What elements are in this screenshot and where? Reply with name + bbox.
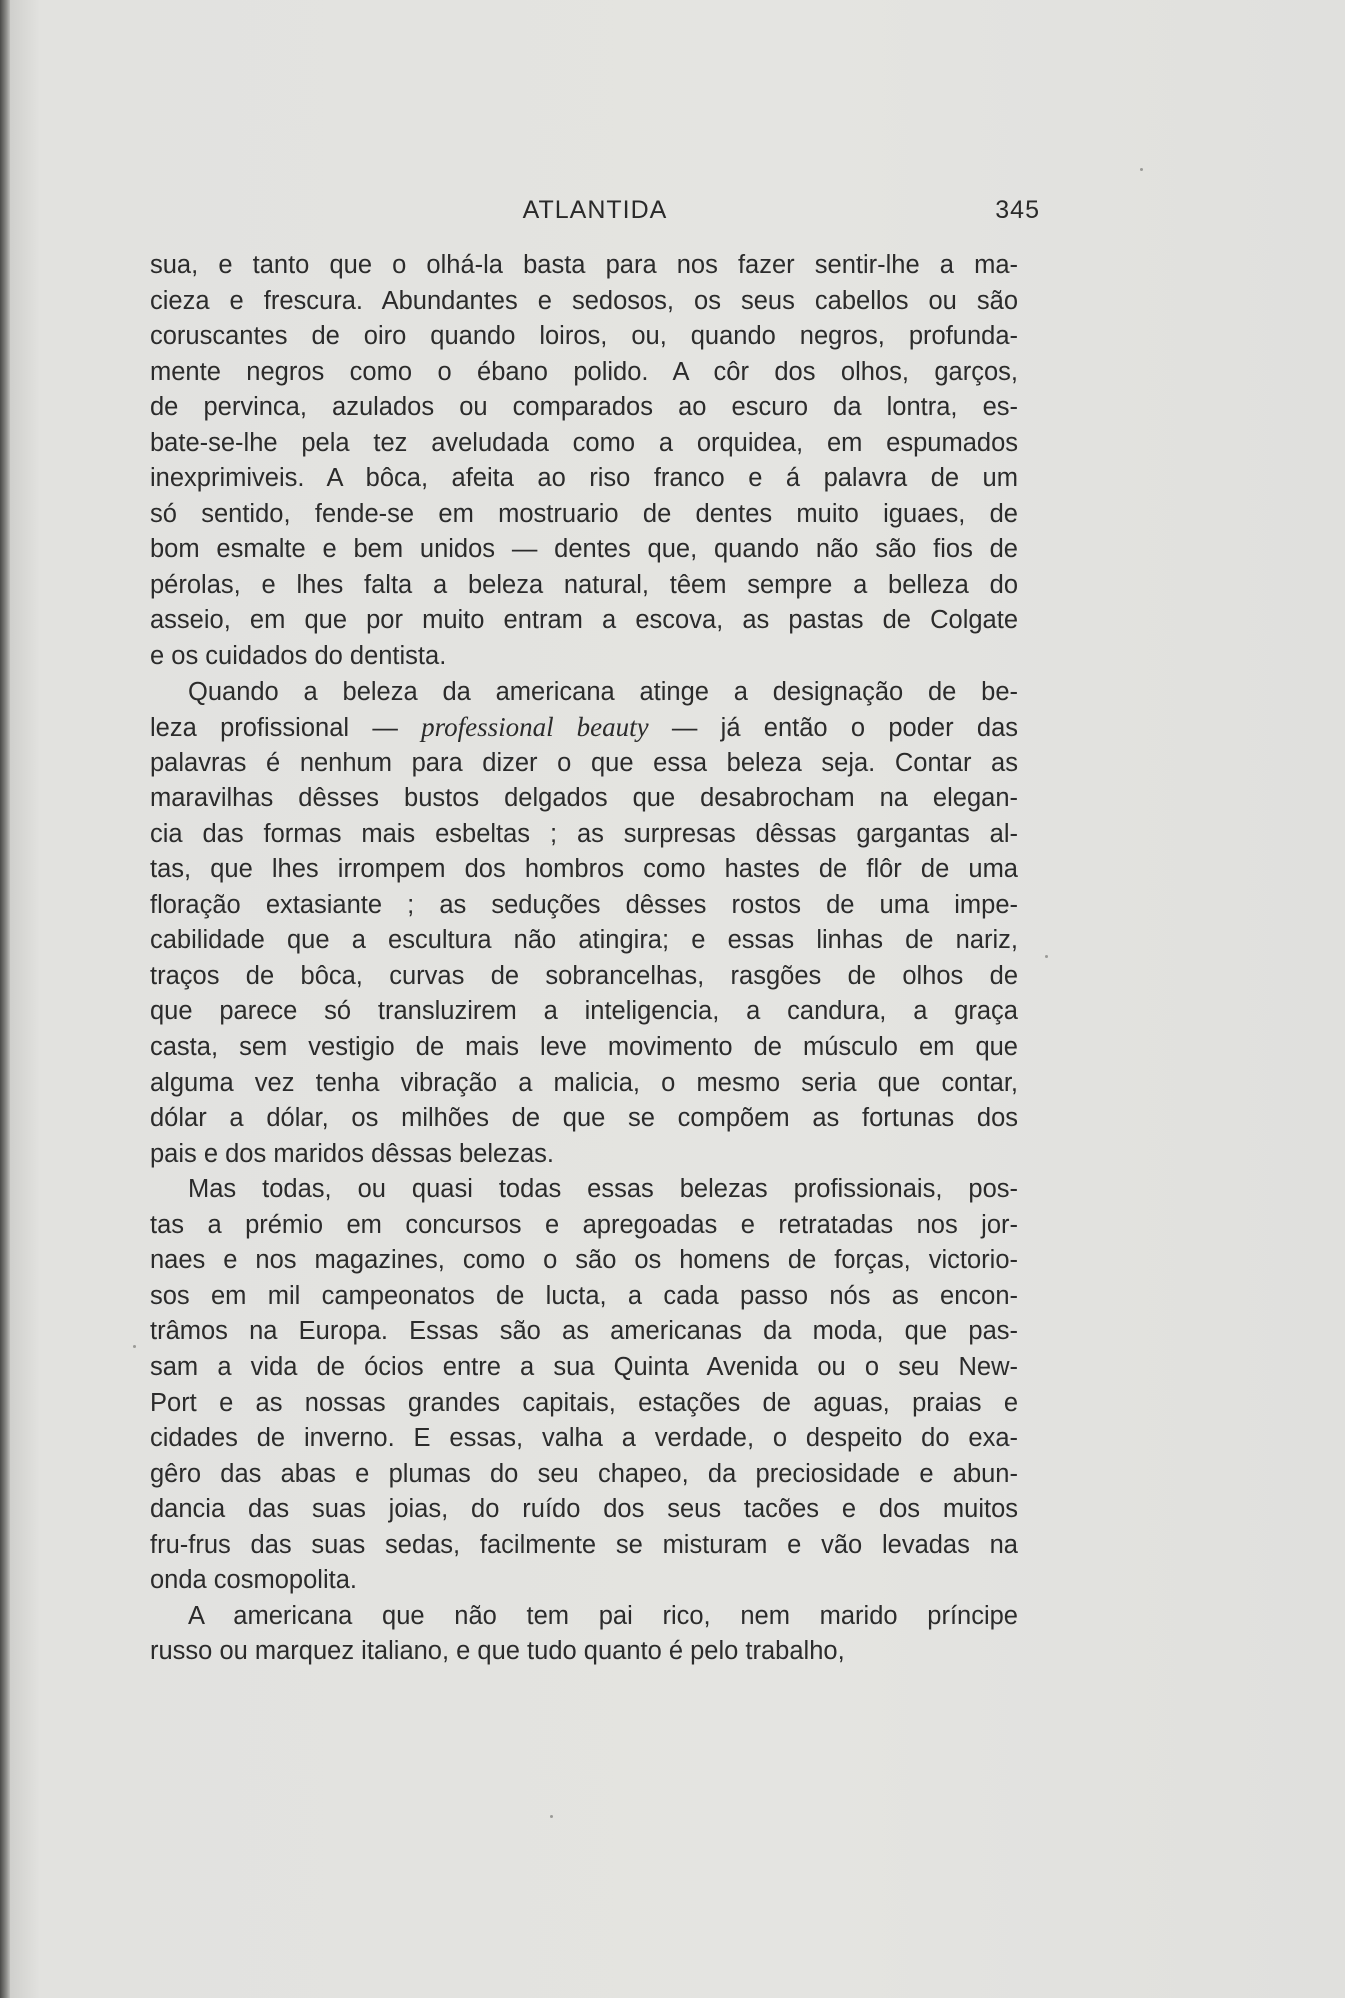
text-line: cabilidade que a escultura não atingira; e essas linhas de nariz, [150, 926, 1018, 955]
text-line: cidades de inverno. E essas, valha a verdade, o despeito do exa- [150, 1424, 1018, 1453]
text-line: cieza e frescura. Abundantes e sedosos, os seus cabellos ou são [150, 286, 1018, 315]
text-line: fru-frus das suas sedas, facilmente se misturam e vão levadas na [150, 1530, 1018, 1559]
text-line: casta, sem vestigio de mais leve movimento de músculo em que [150, 1033, 1018, 1062]
text-line: alguma vez tenha vibração a malicia, o mesmo seria que contar, [150, 1068, 1018, 1097]
text-line: Quando a beleza da americana atinge a designação de be- [188, 677, 1018, 706]
page-header [150, 196, 1040, 236]
text-line: sam a vida de ócios entre a sua Quinta Avenida ou o seu New- [150, 1352, 1018, 1381]
text-line: gêro das abas e plumas do seu chapeo, da preciosidade e abun- [150, 1459, 1018, 1488]
paper-speck [1140, 168, 1143, 171]
text-line: e os cuidados do dentista. [150, 642, 447, 671]
text-line: sua, e tanto que o olhá-la basta para nos fazer sentir-lhe a ma- [150, 251, 1018, 279]
paper-speck [1045, 955, 1048, 958]
text-line: bate-se-lhe pela tez aveludada como a orquidea, em espumados [150, 428, 1018, 457]
running-title: ATLANTIDA [522, 196, 668, 224]
text-line: A americana que não tem pai rico, nem marido príncipe [188, 1601, 1018, 1630]
text-line: tas a prémio em concursos e apregoadas e retratadas nos jor- [150, 1210, 1018, 1239]
text-line: traços de bôca, curvas de sobrancelhas, rasgões de olhos de [150, 961, 1018, 990]
text-line: cia das formas mais esbeltas ; as surpresas dêssas gargantas al- [150, 819, 1018, 848]
text-line: dancia das suas joias, do ruído dos seus tacões e dos muitos [150, 1495, 1018, 1524]
text-line: Mas todas, ou quasi todas essas belezas profissionais, pos- [188, 1175, 1018, 1204]
text-line: de pervinca, azulados ou comparados ao escuro da lontra, es- [150, 393, 1018, 422]
text-line: palavras é nenhum para dizer o que essa beleza seja. Contar as [150, 748, 1018, 777]
text-line: mente negros como o ébano polido. A côr dos olhos, garços, [150, 357, 1018, 386]
text-line: floração extasiante ; as seduções dêsses rostos de uma impe- [150, 890, 1018, 919]
text-line: só sentido, fende-se em mostruario de dentes muito iguaes, de [150, 499, 1018, 528]
text-line: naes e nos magazines, como o são os homens de forças, victorio- [150, 1246, 1018, 1275]
text-run: — já então o poder das [648, 714, 1018, 743]
page-number: 345 [995, 196, 1040, 224]
text-line: bom esmalte e bem unidos — dentes que, quando não são fios de [150, 535, 1018, 564]
text-line: Port e as nossas grandes capitais, estações de aguas, praias e [150, 1388, 1018, 1417]
text-line: inexprimiveis. A bôca, afeita ao riso franco e á palavra de um [150, 464, 1018, 493]
paragraph [150, 675, 1018, 1173]
paragraph [150, 1599, 1018, 1670]
text-line: pérolas, e lhes falta a beleza natural, têem sempre a belleza do [150, 570, 1018, 599]
text-line: pais e dos maridos dêssas belezas. [150, 1139, 554, 1168]
body-text [150, 248, 1018, 1670]
paper-speck [550, 1815, 553, 1818]
text-line: asseio, em que por muito entram a escova, as pastas de Colgate [150, 606, 1018, 635]
text-line: sos em mil campeonatos de lucta, a cada passo nós as encon- [150, 1281, 1018, 1310]
paragraph [150, 248, 1018, 675]
text-line: dólar a dólar, os milhões de que se compõem as fortunas dos [150, 1104, 1018, 1133]
text-line: maravilhas dêsses bustos delgados que desabrocham na elegan- [150, 784, 1018, 813]
text-line: coruscantes de oiro quando loiros, ou, quando negros, profunda- [150, 322, 1018, 351]
text-line: que parece só transluzirem a inteligencia, a candura, a graça [150, 997, 1018, 1026]
italic-phrase: professional beauty [421, 712, 649, 743]
paper-speck [133, 1345, 136, 1348]
text-run: leza profissional — [150, 714, 422, 743]
paragraph [150, 1172, 1018, 1599]
text-line: tas, que lhes irrompem dos hombros como hastes de flôr de uma [150, 855, 1018, 884]
text-line: trâmos na Europa. Essas são as americanas da moda, que pas- [150, 1317, 1018, 1346]
text-line [150, 710, 1018, 746]
book-spine-shadow [0, 0, 10, 1998]
text-line: onda cosmopolita. [150, 1566, 357, 1595]
text-line: russo ou marquez italiano, e que tudo quanto é pelo trabalho, [150, 1637, 845, 1666]
